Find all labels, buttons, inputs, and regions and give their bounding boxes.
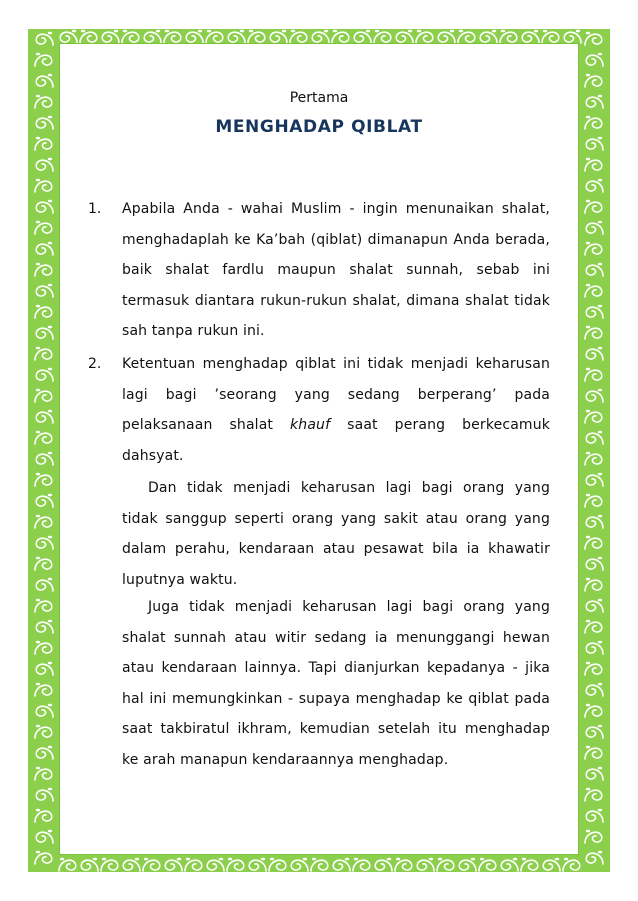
paragraph-1: Dan tidak menjadi keharusan lagi bagi orang yang tidak sanggup seperti orang yang sakit atau orang yang dalam perahu, kendaraan atau pesawat bila ia khawatir luputnya waktu. xyxy=(122,480,550,588)
item-text-2 xyxy=(122,349,550,471)
item-text-1: Apabila Anda - wahai Muslim - ingin menunaikan shalat, menghadaplah ke Ka’bah (qiblat) dimanapun Anda berada, baik shalat fardlu maupun shalat sunnah, sebab ini termasuk diantara rukun-rukun shalat, dimana shalat tidak sah tanpa rukun ini. xyxy=(122,201,550,339)
paragraph-2: Juga tidak menjadi keharusan lagi bagi orang yang shalat sunnah atau witir sedang ia menunggangi hewan atau kendaraan lainnya. Tapi dianjurkan kepadanya - jika hal ini memungkinkan - supaya menghadap ke qiblat pada saat takbiratul ikhram, kemudian setelah itu menghadap ke arah manapun kendaraannya menghadap. xyxy=(122,599,550,768)
section-kicker: Pertama xyxy=(289,90,349,106)
item-text-2-after: saat perang berkecamuk dahsyat. xyxy=(122,417,550,464)
page-title: MENGHADAP QIBLAT xyxy=(215,117,423,137)
item-number-2: 2. xyxy=(88,356,102,372)
item-text-2-before: Ketentuan menghadap qiblat ini tidak menjadi keharusan lagi bagi ’seorang yang sedang berperang’ pada pelaksanaan shalat xyxy=(122,356,550,433)
item-number-1: 1. xyxy=(88,201,102,217)
item-text-2-italic: khauf xyxy=(290,417,331,433)
